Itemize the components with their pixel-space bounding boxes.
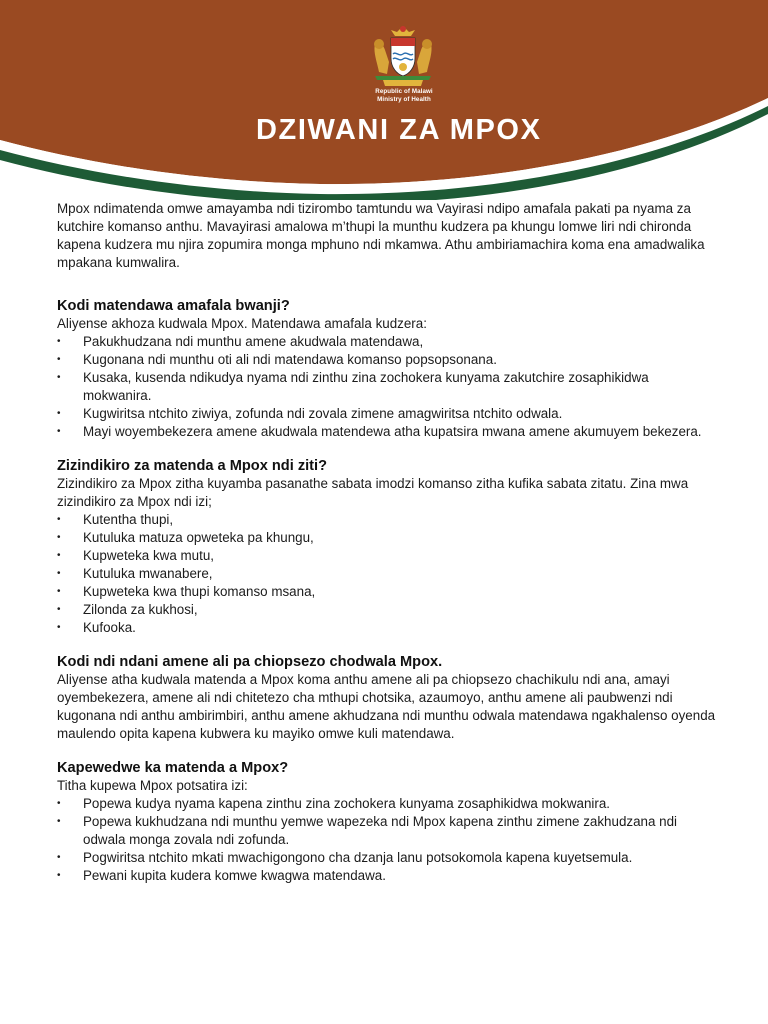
bullet-icon: • [57, 336, 61, 347]
bullet-icon: • [57, 532, 61, 543]
bullet-icon: • [57, 816, 61, 827]
list-item: • Kutuluka matuza opweteka pa khungu, [57, 530, 314, 545]
list-item: • Kupweteka kwa thupi komanso msana, [57, 584, 316, 599]
bullet-list [57, 795, 717, 885]
section-symptoms [57, 457, 717, 637]
section-heading: Kodi matendawa amafala bwanji? [57, 298, 290, 314]
section-lead: Aliyense atha kudwala matenda a Mpox koma anthu amene ali pa chiopsezo chachikulu ndi ana, amayi oyembekezera, amene ali ndi chitetezo cha mthupi chotsika, azaumoyo, anthu amene ali paubwenzi ndi kugonana ndi anthu ambirimbiri, anthu amene akhudzana ndi munthu odwala matendawa ngakhalenso oyenda maulendo opita kapena kubwera ku mayiko omwe kuli matendawa. [57, 672, 716, 741]
list-item: • Popewa kukhudzana ndi munthu yemwe wapezeka ndi Mpox kapena zinthu zimene zakhudzana ndi odwala monga zovala ndi zofunda. [57, 814, 678, 847]
list-item: • Pewani kupita kudera komwe kwagwa matendawa. [57, 868, 386, 883]
bullet-icon: • [57, 798, 61, 809]
section-transmission [57, 297, 717, 441]
issuer-ministry: Ministry of Health [377, 96, 431, 103]
bullet-icon: • [57, 586, 61, 597]
bullet-icon: • [57, 408, 61, 419]
section-heading: Kodi ndi ndani amene ali pa chiopsezo chodwala Mpox. [57, 654, 443, 670]
bullet-icon: • [57, 568, 61, 579]
list-item: • Mayi woyembekezera amene akudwala matendewa atha kupatsira mwana amene akumuyem bekezera. [57, 424, 702, 439]
list-item: • Kufooka. [57, 620, 136, 635]
list-item: • Kupweteka kwa mutu, [57, 548, 214, 563]
list-item: • Kusaka, kusenda ndikudya nyama ndi zinthu zina zochokera kunyama zakutchire zosaphikidwa mokwanira. [57, 370, 649, 403]
bullet-icon: • [57, 426, 61, 437]
bullet-list [57, 511, 717, 637]
bullet-icon: • [57, 870, 61, 881]
page-title: DZIWANI ZA MPOX [256, 114, 542, 146]
bullet-icon: • [57, 550, 61, 561]
bullet-icon: • [57, 622, 61, 633]
intro-paragraph: Mpox ndimatenda omwe amayamba ndi tizirombo tamtundu wa Vayirasi ndipo amafala pakati pa nyama za kutchire komanso anthu. Mavayirasi amalowa m’thupi la munthu kudzera pa khungu lomwe liri ndi chironda kapena kudzera mu njira zopumira monga mphuno ndi mkamwa. Athu ambiriamachira koma ena amadwalika mpakana kumwalira. [57, 201, 705, 270]
bullet-list [57, 333, 717, 441]
section-heading: Zizindikiro za matenda a Mpox ndi ziti? [57, 458, 328, 474]
header-banner [0, 0, 768, 200]
coat-of-arms-icon [369, 22, 437, 88]
list-item: • Kutuluka mwanabere, [57, 566, 213, 581]
issuer-block [340, 88, 468, 104]
list-item: • Pogwiritsa ntchito mkati mwachigongono cha dzanja lanu potsokomola kapena kuyetsemula. [57, 850, 633, 865]
section-prevention [57, 759, 717, 885]
list-item: • Kugwiritsa ntchito ziwiya, zofunda ndi zovala zimene amagwiritsa ntchito odwala. [57, 406, 563, 421]
section-risk-groups [57, 653, 717, 743]
bullet-icon: • [57, 514, 61, 525]
bullet-icon: • [57, 354, 61, 365]
issuer-country: Republic of Malawi [375, 88, 433, 95]
list-item: • Pakukhudzana ndi munthu amene akudwala matendawa, [57, 334, 424, 349]
list-item: • Kutentha thupi, [57, 512, 174, 527]
section-heading: Kapewedwe ka matenda a Mpox? [57, 760, 289, 776]
section-lead: Zizindikiro za Mpox zitha kuyamba pasanathe sabata imodzi komanso zitha kufika sabata zitatu. Zina mwa zizindikiro za Mpox ndi izi; [57, 476, 689, 509]
list-item: • Popewa kudya nyama kapena zinthu zina zochokera kunyama zosaphikidwa mokwanira. [57, 796, 610, 811]
list-item: • Kugonana ndi munthu oti ali ndi matendawa komanso popsopsonana. [57, 352, 497, 367]
bullet-icon: • [57, 604, 61, 615]
section-lead: Titha kupewa Mpox potsatira izi: [57, 778, 248, 793]
section-lead: Aliyense akhoza kudwala Mpox. Matendawa amafala kudzera: [57, 316, 427, 331]
bullet-icon: • [57, 852, 61, 863]
list-item: • Zilonda za kukhosi, [57, 602, 198, 617]
bullet-icon: • [57, 372, 61, 383]
document-body [57, 200, 717, 901]
